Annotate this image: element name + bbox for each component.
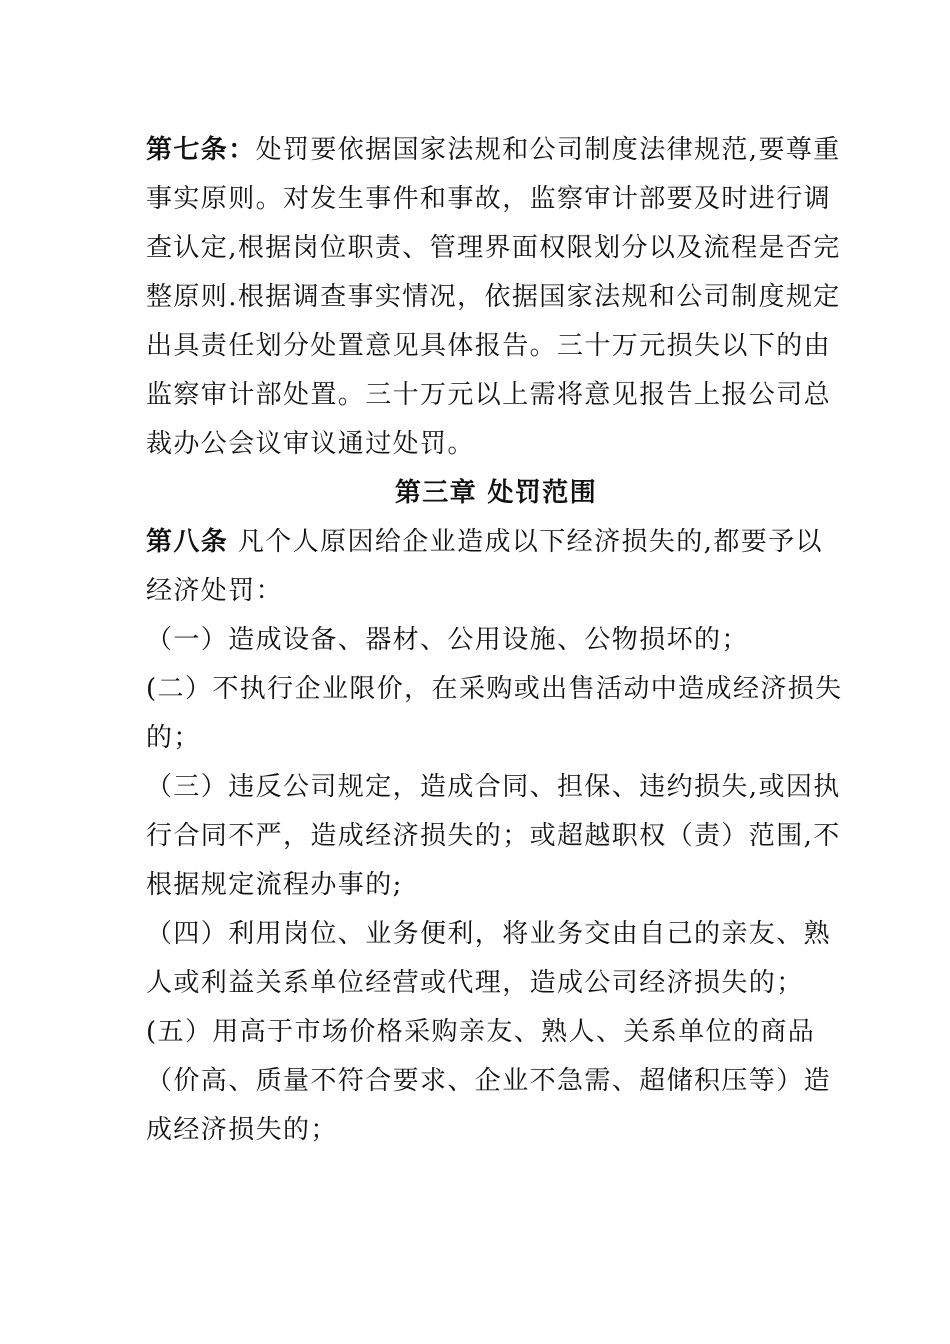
- article-8-item-3-line-1: （三）违反公司规定，造成合同、担保、违约损失,或因执: [146, 772, 841, 802]
- article-8-item-3-line-2: 行合同不严，造成经济损失的；或超越职权（责）范围,不: [146, 821, 841, 851]
- article-7-line-1: [146, 126, 841, 175]
- article-8-item-5-line-1: (五）用高于市场价格采购亲友、熟人、关系单位的商品: [146, 1017, 816, 1047]
- article-8-item-4-line-2: 人或利益关系单位经营或代理，造成公司经济损失的；: [146, 968, 804, 998]
- article-8-label: 第八条: [146, 527, 229, 557]
- article-7-line-4: 整原则.根据调查事实情况，依据国家法规和公司制度规定: [146, 282, 841, 312]
- article-8-line-1: [146, 518, 823, 567]
- article-8-item-3-line-3: 根据规定流程办事的;: [146, 870, 403, 900]
- chapter-3-heading: 第三章 处罚范围: [394, 478, 598, 508]
- article-7-line-2: 事实原则。对发生事件和事故，监察审计部要及时进行调: [146, 184, 832, 214]
- article-8-item-4-line-1: （四）利用岗位、业务便利，将业务交由自己的亲友、熟: [146, 919, 832, 949]
- article-7-line-6: 监察审计部处置。三十万元以上需将意见报告上报公司总: [146, 380, 832, 410]
- article-8-item-2-line-1: (二）不执行企业限价，在采购或出售活动中造成经济损失: [146, 674, 843, 704]
- article-7-label: 第七条：: [146, 135, 256, 165]
- article-8-line-2: 经济处罚：: [146, 576, 284, 606]
- article-7-line-3: 查认定,根据岗位职责、管理界面权限划分以及流程是否完: [146, 233, 841, 263]
- article-7-line-7: 裁办公会议审议通过处罚。: [146, 429, 475, 459]
- article-8-item-5-line-3: 成经济损失的；: [146, 1115, 338, 1145]
- article-8-text: 凡个人原因给企业造成以下经济损失的,都要予以: [228, 527, 823, 557]
- article-7-line-5: 出具责任划分处置意见具体报告。三十万元损失以下的由: [146, 331, 832, 361]
- article-8-item-5-line-2: （价高、质量不符合要求、企业不急需、超储积压等）造: [146, 1066, 832, 1096]
- article-8-item-2-line-2: 的；: [146, 723, 201, 753]
- article-7-text: 处罚要依据国家法规和公司制度法律规范,要尊重: [255, 135, 841, 165]
- document-page: [146, 126, 843, 1155]
- article-8-item-1: （一）造成设备、器材、公用设施、公物损坏的；: [146, 625, 749, 655]
